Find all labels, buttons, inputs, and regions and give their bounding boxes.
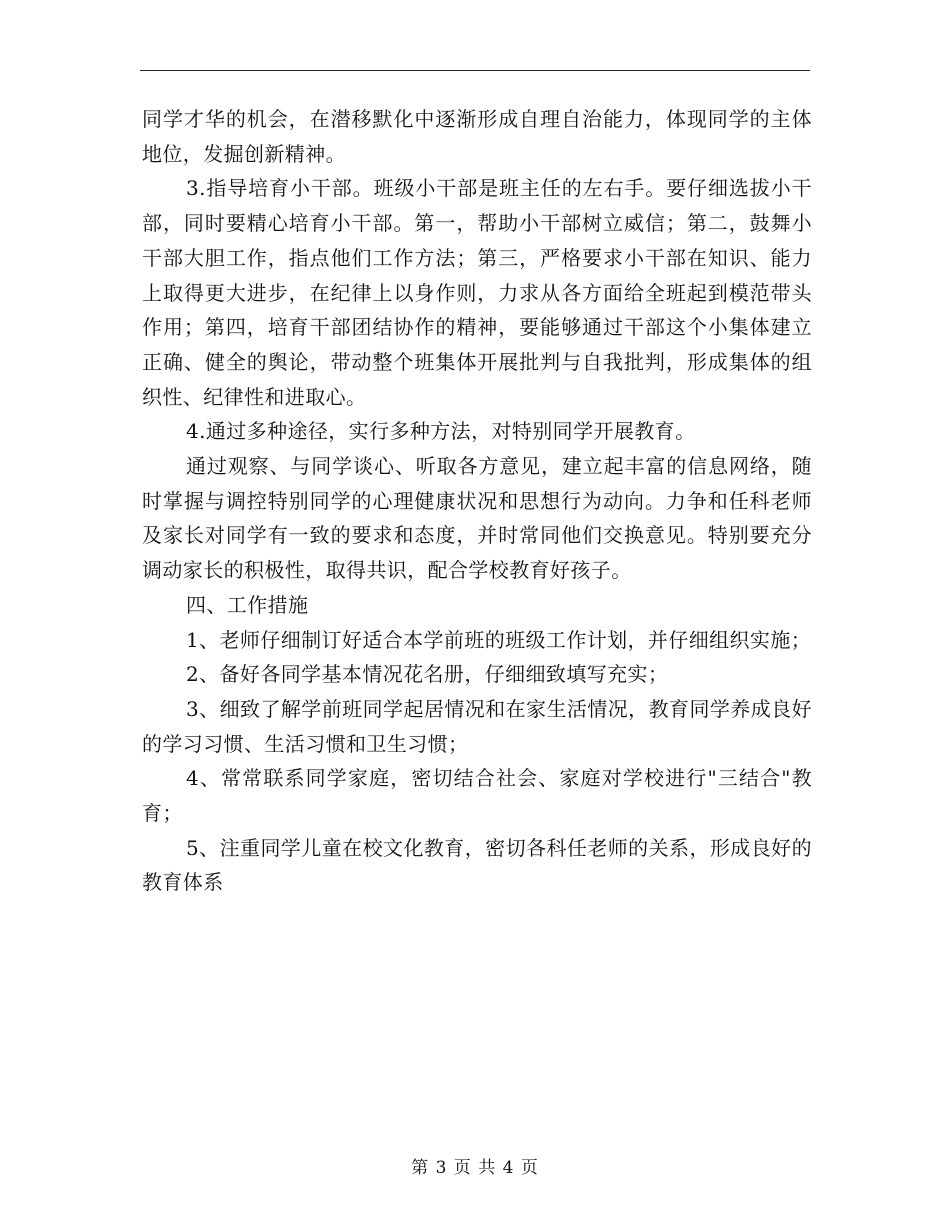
paragraph: 3、细致了解学前班同学起居情况和在家生活情况，教育同学养成良好的学习习惯、生活习惯和卫生习惯； (142, 696, 812, 756)
page-number: 第 3 页 共 4 页 (411, 1158, 539, 1178)
paragraph: 同学才华的机会，在潜移默化中逐渐形成自理自治能力，体现同学的主体地位，发掘创新精神。 (142, 107, 812, 166)
paragraph: 3.指导培育小干部。班级小干部是班主任的左右手。要仔细选拔小干部，同时要精心培育小干部。第一，帮助小干部树立威信；第二，鼓舞小干部大胆工作，指点他们工作方法；第三，严格要求小干部在知识、能力上取得更大进步，在纪律上以身作则，力求从各方面给全班起到模范带头作用；第四，培育干部团结协作的精神，要能够通过干部这个小集体建立正确、健全的舆论，带动整个班集体开展批判与自我批判，形成集体的组织性、纪律性和进取心。 (142, 176, 812, 409)
paragraph: 4、常常联系同学家庭，密切结合社会、家庭对学校进行"三结合"教育； (142, 766, 812, 826)
document-body (142, 102, 812, 900)
paragraph: 1、老师仔细制订好适合本学前班的班级工作计划，并仔细组织实施； (186, 627, 812, 652)
section-heading: 四、工作措施 (186, 592, 309, 617)
header-rule (140, 70, 810, 71)
paragraph: 通过观察、与同学谈心、听取各方意见，建立起丰富的信息网络，随时掌握与调控特别同学的心理健康状况和思想行为动向。力争和任科老师及家长对同学有一致的要求和态度，并时常同他们交换意见。特别要充分调动家长的积极性，取得共识，配合学校教育好孩子。 (142, 454, 812, 583)
paragraph: 4.通过多种途径，实行多种方法，对特别同学开展教育。 (186, 419, 696, 444)
paragraph: 2、备好各同学基本情况花名册，仔细细致填写充实； (186, 662, 669, 687)
paragraph: 5、注重同学儿童在校文化教育，密切各科任老师的关系，形成良好的教育体系 (142, 835, 812, 895)
